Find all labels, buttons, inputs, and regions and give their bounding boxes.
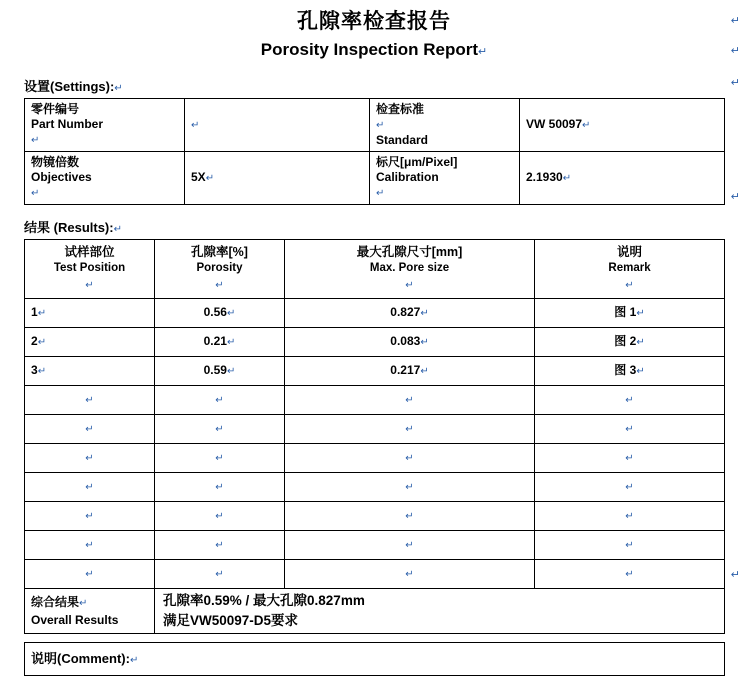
cell-test-position[interactable]	[25, 444, 155, 473]
cell-test-position[interactable]	[25, 502, 155, 531]
pilcrow-icon: ↵	[226, 366, 236, 377]
pilcrow-icon: ↵	[205, 173, 215, 184]
pilcrow-icon: ↵	[636, 337, 645, 348]
pilcrow-icon: ↵	[420, 337, 429, 348]
pilcrow-icon: ↵	[85, 482, 94, 493]
cell-remark[interactable]	[535, 473, 725, 502]
cell-porosity[interactable]	[155, 531, 285, 560]
pilcrow-icon: ↵	[37, 308, 47, 319]
pilcrow-icon: ↵	[636, 366, 645, 377]
pilcrow-icon: ↵	[85, 395, 94, 406]
cell-max-pore[interactable]	[285, 386, 535, 415]
comment-label-cn: 说明	[31, 650, 58, 666]
header-porosity: 孔隙率[%] Porosity ↵	[155, 240, 285, 299]
overall-results-value[interactable]	[155, 589, 725, 634]
cell-max-pore[interactable]	[285, 560, 535, 589]
pilcrow-icon: ↵	[625, 395, 634, 406]
header-test-position: 试样部位 Test Position ↵	[25, 240, 155, 299]
pilcrow-icon: ↵	[129, 654, 139, 666]
pilcrow-icon: ↵	[37, 337, 47, 348]
cell-max-pore[interactable]	[285, 473, 535, 502]
header-max-pore-size: 最大孔隙尺寸[mm] Max. Pore size ↵	[285, 240, 535, 299]
pilcrow-icon: ↵	[625, 482, 634, 493]
pilcrow-icon: ↵	[636, 308, 645, 319]
pilcrow-icon: ↵	[405, 424, 414, 435]
cell-remark[interactable]	[535, 415, 725, 444]
pilcrow-icon: ↵	[625, 424, 634, 435]
results-table	[24, 239, 725, 634]
table-row	[25, 299, 725, 328]
pilcrow-icon: ↵	[625, 453, 634, 464]
pilcrow-icon: ↵	[85, 424, 94, 435]
pilcrow-icon: ↵	[215, 453, 224, 464]
calibration-value[interactable]: 2.1930↵	[520, 152, 725, 205]
pilcrow-icon: ↵	[420, 366, 429, 377]
pilcrow-icon: ↵	[85, 280, 94, 291]
pilcrow-icon: ↵	[113, 224, 122, 235]
cell-max-pore[interactable]: 0.827↵	[285, 299, 535, 328]
table-row	[25, 99, 725, 152]
standard-label: 检查标准 ↵ Standard	[370, 99, 520, 152]
margin-pilcrow-icon: ↵	[730, 569, 740, 581]
pilcrow-icon: ↵	[625, 569, 634, 580]
pilcrow-icon: ↵	[31, 135, 40, 146]
cell-max-pore[interactable]: 0.217↵	[285, 357, 535, 386]
pilcrow-icon: ↵	[625, 511, 634, 522]
comment-label-en: (Comment):	[57, 650, 130, 666]
pilcrow-icon: ↵	[191, 120, 200, 131]
margin-pilcrow-icon: ↵	[730, 15, 740, 27]
margin-pilcrow-icon: ↵	[730, 45, 740, 57]
pilcrow-icon: ↵	[215, 280, 224, 291]
cell-porosity[interactable]	[155, 502, 285, 531]
header-remark: 说明 Remark ↵	[535, 240, 725, 299]
cell-test-position[interactable]	[25, 531, 155, 560]
part-number-value[interactable]	[185, 99, 370, 152]
pilcrow-icon: ↵	[79, 598, 88, 609]
cell-test-position[interactable]: 1↵	[25, 299, 155, 328]
standard-value[interactable]: VW 50097↵	[520, 99, 725, 152]
settings-section-label: 设置(Settings):↵	[24, 79, 123, 94]
settings-table	[24, 98, 725, 205]
margin-pilcrow-icon: ↵	[730, 77, 740, 89]
pilcrow-icon: ↵	[405, 395, 414, 406]
pilcrow-icon: ↵	[85, 511, 94, 522]
cell-test-position[interactable]: 2↵	[25, 328, 155, 357]
pilcrow-icon: ↵	[376, 120, 385, 131]
cell-remark[interactable]: 图 2↵	[535, 328, 725, 357]
margin-pilcrow-icon: ↵	[730, 191, 740, 203]
page-title-en: Porosity Inspection Report↵	[260, 40, 488, 59]
comment-table	[24, 642, 725, 676]
pilcrow-icon: ↵	[405, 511, 414, 522]
pilcrow-icon: ↵	[226, 308, 236, 319]
title-block	[0, 0, 748, 64]
cell-max-pore[interactable]	[285, 502, 535, 531]
pilcrow-icon: ↵	[405, 453, 414, 464]
cell-max-pore[interactable]	[285, 531, 535, 560]
cell-remark[interactable]	[535, 560, 725, 589]
objectives-label: 物镜倍数 Objectives ↵	[25, 152, 185, 205]
overall-line-1: 孔隙率0.59% / 最大孔隙0.827mm	[163, 593, 365, 608]
cell-max-pore[interactable]	[285, 415, 535, 444]
cell-test-position[interactable]	[25, 386, 155, 415]
cell-remark[interactable]	[535, 531, 725, 560]
cell-remark[interactable]: 图 1↵	[535, 299, 725, 328]
table-row	[25, 473, 725, 502]
table-row	[25, 444, 725, 473]
table-row	[25, 357, 725, 386]
cell-porosity[interactable]: 0.56↵	[155, 299, 285, 328]
calibration-label: 标尺[μm/Pixel] Calibration ↵	[370, 152, 520, 205]
table-row	[25, 152, 725, 205]
pilcrow-icon: ↵	[114, 83, 123, 94]
pilcrow-icon: ↵	[420, 308, 429, 319]
cell-porosity[interactable]	[155, 444, 285, 473]
cell-max-pore[interactable]	[285, 444, 535, 473]
cell-porosity[interactable]	[155, 560, 285, 589]
comment-label-cell[interactable]	[25, 643, 725, 676]
cell-max-pore[interactable]: 0.083↵	[285, 328, 535, 357]
pilcrow-icon: ↵	[478, 46, 488, 58]
results-section-label: 结果 (Results):↵	[24, 220, 122, 235]
cell-porosity[interactable]	[155, 415, 285, 444]
pilcrow-icon: ↵	[215, 395, 224, 406]
table-row	[25, 502, 725, 531]
pilcrow-icon: ↵	[31, 188, 40, 199]
pilcrow-icon: ↵	[376, 188, 385, 199]
cell-porosity[interactable]: 0.21↵	[155, 328, 285, 357]
cell-test-position[interactable]: 3↵	[25, 357, 155, 386]
cell-porosity[interactable]	[155, 473, 285, 502]
pilcrow-icon: ↵	[85, 540, 94, 551]
table-row	[25, 531, 725, 560]
pilcrow-icon: ↵	[405, 482, 414, 493]
cell-test-position[interactable]	[25, 415, 155, 444]
pilcrow-icon: ↵	[215, 569, 224, 580]
pilcrow-icon: ↵	[215, 511, 224, 522]
table-row	[25, 415, 725, 444]
cell-porosity[interactable]: 0.59↵	[155, 357, 285, 386]
cell-remark[interactable]	[535, 386, 725, 415]
cell-remark[interactable]: 图 3↵	[535, 357, 725, 386]
objectives-value[interactable]: 5X↵	[185, 152, 370, 205]
cell-test-position[interactable]	[25, 560, 155, 589]
comment-row	[25, 643, 725, 676]
pilcrow-icon: ↵	[85, 453, 94, 464]
cell-remark[interactable]	[535, 502, 725, 531]
table-row	[25, 560, 725, 589]
overall-results-row	[25, 589, 725, 634]
pilcrow-icon: ↵	[625, 280, 634, 291]
table-row	[25, 386, 725, 415]
pilcrow-icon: ↵	[226, 337, 236, 348]
pilcrow-icon: ↵	[215, 540, 224, 551]
cell-remark[interactable]	[535, 444, 725, 473]
pilcrow-icon: ↵	[405, 540, 414, 551]
part-number-label: 零件编号 Part Number ↵	[25, 99, 185, 152]
overall-line-2: 满足VW50097-D5要求	[163, 613, 299, 628]
pilcrow-icon: ↵	[85, 569, 94, 580]
pilcrow-icon: ↵	[625, 540, 634, 551]
pilcrow-icon: ↵	[215, 482, 224, 493]
pilcrow-icon: ↵	[405, 280, 414, 291]
pilcrow-icon: ↵	[215, 424, 224, 435]
table-row	[25, 328, 725, 357]
pilcrow-icon: ↵	[562, 173, 572, 184]
pilcrow-icon: ↵	[37, 366, 47, 377]
pilcrow-icon: ↵	[582, 120, 591, 131]
cell-porosity[interactable]	[155, 386, 285, 415]
results-header-row	[25, 240, 725, 299]
overall-results-label: 综合结果↵ Overall Results	[25, 589, 155, 634]
page-title-cn: 孔隙率检查报告	[297, 10, 451, 33]
cell-test-position[interactable]	[25, 473, 155, 502]
pilcrow-icon: ↵	[405, 569, 414, 580]
